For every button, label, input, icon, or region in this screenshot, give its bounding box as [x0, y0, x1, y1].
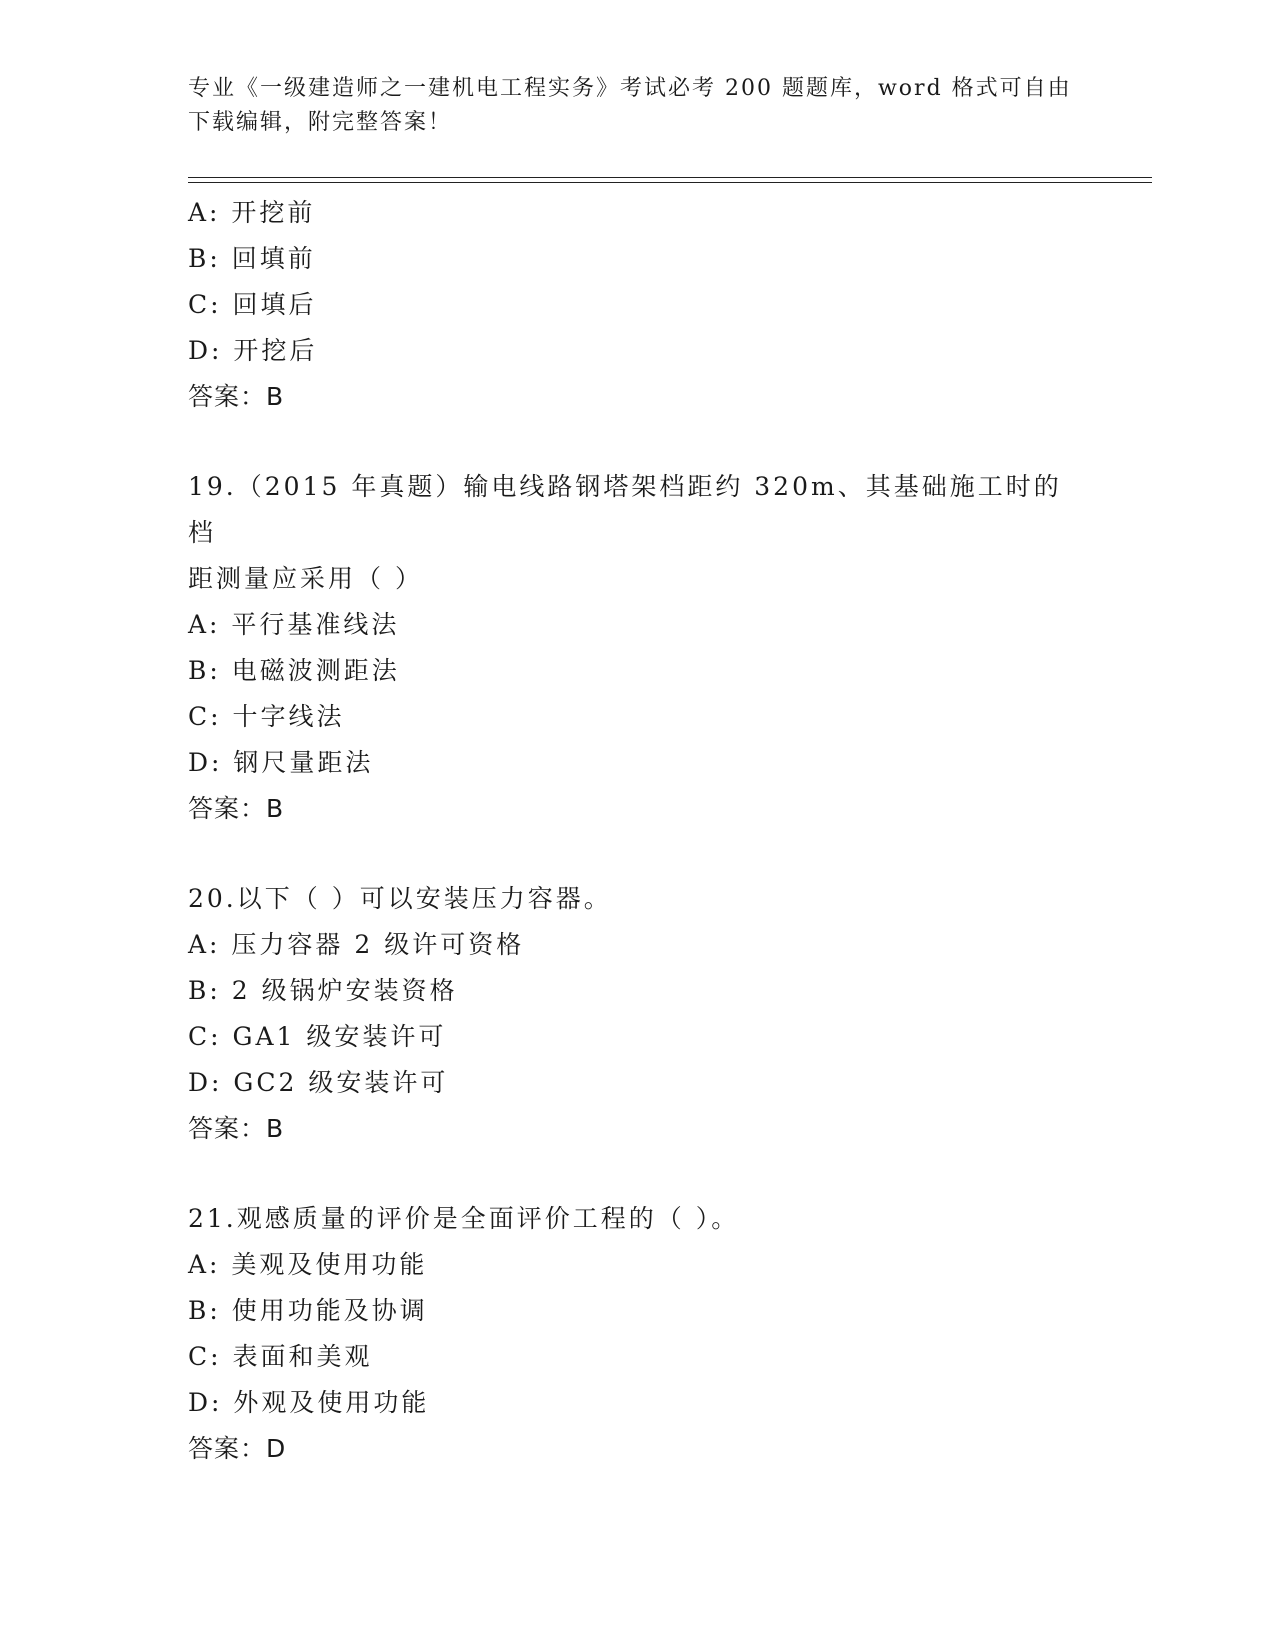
option-c: C: 回填后 [188, 290, 317, 319]
question-21-block [188, 1196, 1088, 1472]
option-d: D: 开挖后 [188, 336, 318, 365]
option-a: A: 开挖前 [188, 198, 316, 227]
header-line-1: 专业《一级建造师之一建机电工程实务》考试必考 200 题题库，word 格式可自由 [188, 76, 1072, 101]
option-b: B: 使用功能及协调 [188, 1296, 428, 1325]
option-a: A: 平行基准线法 [188, 610, 400, 639]
answer-line: 答案：B [188, 1114, 285, 1143]
header-line-2: 下载编辑，附完整答案！ [188, 110, 453, 135]
question-text-line-2: 距测量应采用（ ） [188, 564, 423, 593]
header-rule-bottom [188, 182, 1152, 183]
option-b: B: 回填前 [188, 244, 316, 273]
option-b: B: 电磁波测距法 [188, 656, 400, 685]
option-a: A: 美观及使用功能 [188, 1250, 428, 1279]
option-d: D: 钢尺量距法 [188, 748, 374, 777]
question-20-block [188, 876, 1088, 1152]
question-text-line-1: 21.观感质量的评价是全面评价工程的（ ）。 [188, 1204, 740, 1233]
option-b: B: 2 级锅炉安装资格 [188, 976, 458, 1005]
option-d: D: GC2 级安装许可 [188, 1068, 449, 1097]
question-text-line-1: 19.（2015 年真题）输电线路钢塔架档距约 320m、其基础施工时的档 [188, 472, 1062, 547]
option-d: D: 外观及使用功能 [188, 1388, 430, 1417]
option-c: C: 十字线法 [188, 702, 345, 731]
option-c: C: GA1 级安装许可 [188, 1022, 447, 1051]
document-body [188, 190, 1088, 1472]
document-header [188, 72, 1088, 140]
answer-line: 答案：B [188, 382, 285, 411]
question-19-block [188, 464, 1088, 832]
option-c: C: 表面和美观 [188, 1342, 373, 1371]
answer-line: 答案：B [188, 794, 285, 823]
question-18-block [188, 190, 1088, 420]
answer-line: 答案：D [188, 1434, 287, 1463]
header-rule-top [188, 177, 1152, 178]
question-text-line-1: 20.以下（ ）可以安装压力容器。 [188, 884, 612, 913]
option-a: A: 压力容器 2 级许可资格 [188, 930, 525, 959]
